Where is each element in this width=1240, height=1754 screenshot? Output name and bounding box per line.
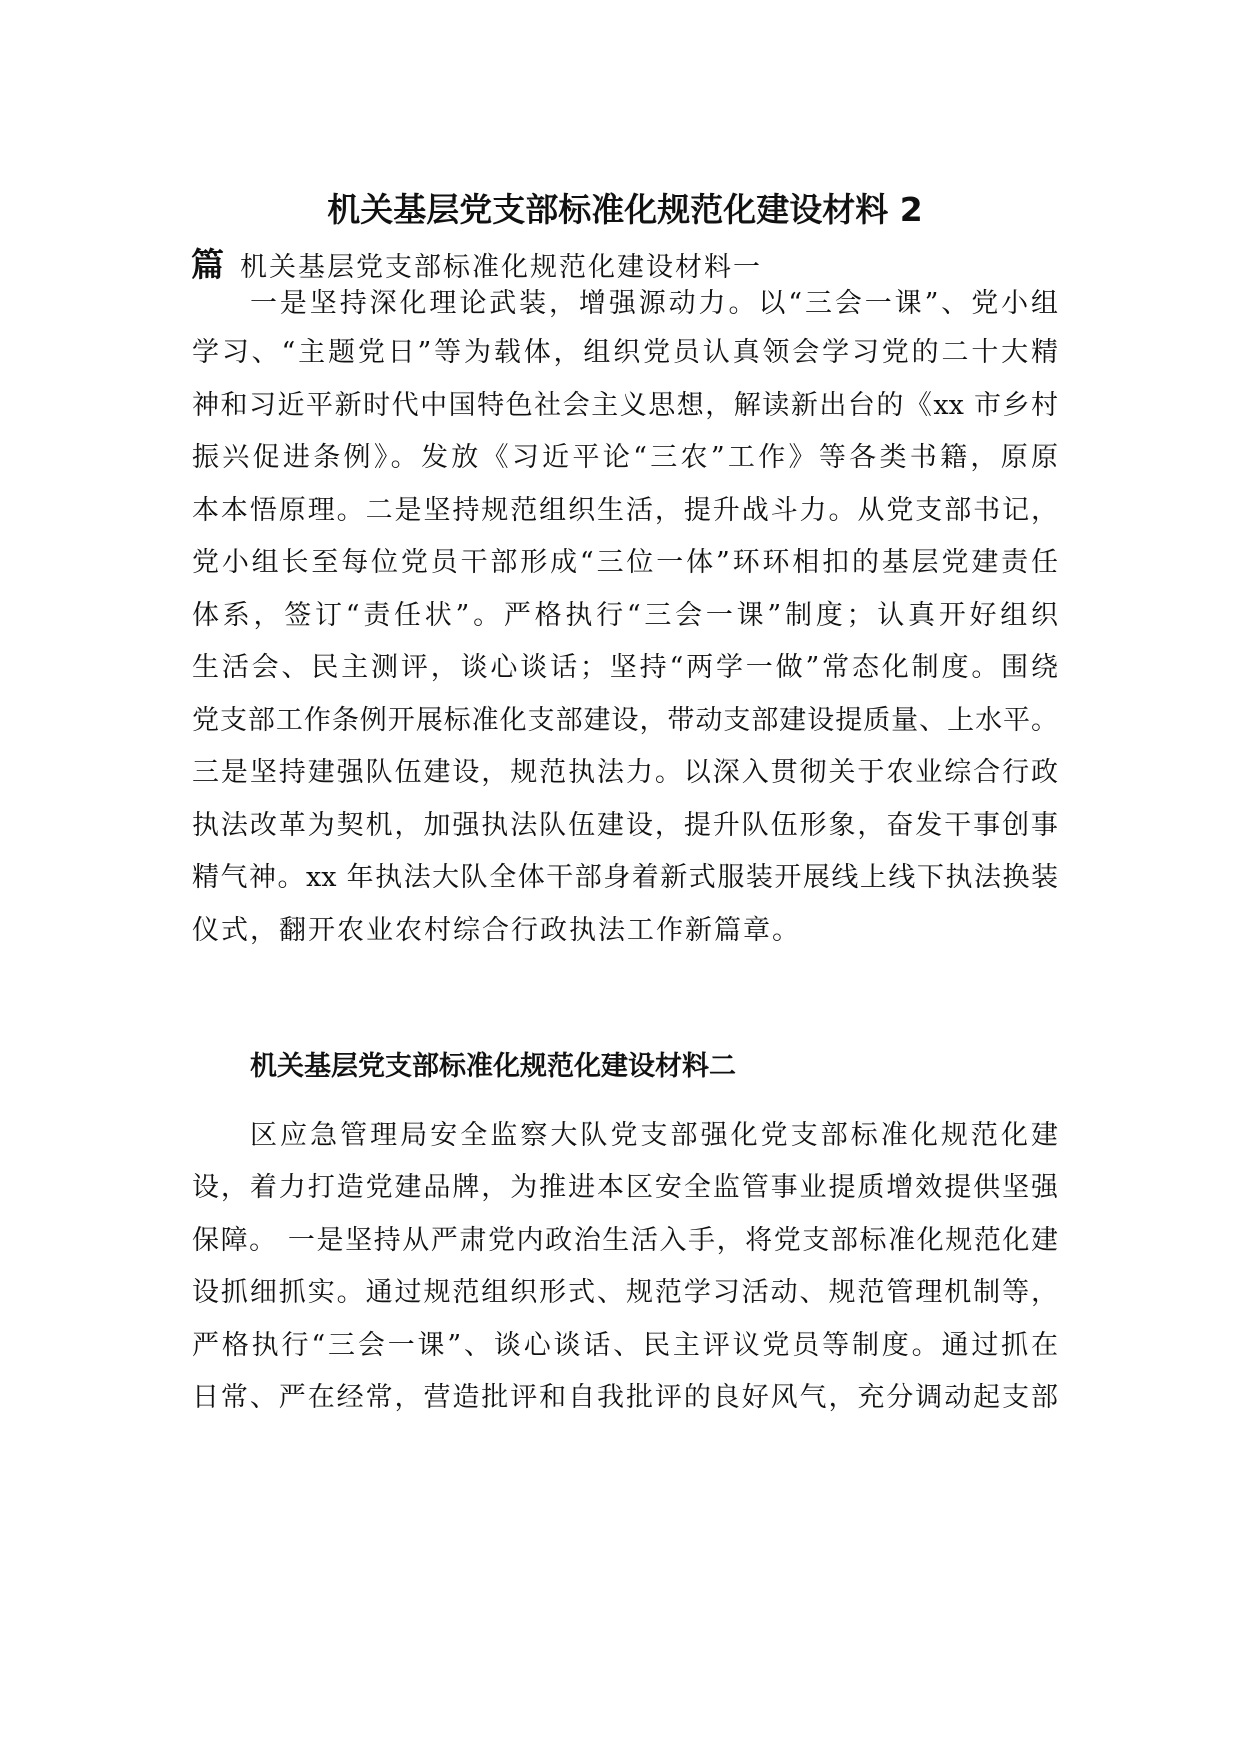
paragraph-line: 振兴促进条例》。发放《习近平论“三农”工作》等各类书籍，原原 xyxy=(192,442,1058,473)
document-subtitle: 机关基层党支部标准化规范化建设材料一 xyxy=(240,252,762,283)
paragraph-line: 党支部工作条例开展标准化支部建设，带动支部建设提质量、上水平。 xyxy=(192,705,1058,736)
paragraph-line: 生活会、民主测评，谈心谈话；坚持“两学一做”常态化制度。围绕 xyxy=(192,652,1058,683)
paragraph-line: 精气神。xx 年执法大队全体干部身着新式服装开展线上线下执法换装 xyxy=(192,862,1058,893)
paragraph-line: 仪式，翻开农业农村综合行政执法工作新篇章。 xyxy=(192,915,801,946)
paragraph-line: 区应急管理局安全监察大队党支部强化党支部标准化规范化建 xyxy=(250,1120,1058,1151)
section-2-heading: 机关基层党支部标准化规范化建设材料二 xyxy=(250,1051,736,1082)
paragraph-line: 严格执行“三会一课”、谈心谈话、民主评议党员等制度。通过抓在 xyxy=(192,1330,1058,1361)
paragraph-line: 执法改革为契机，加强执法队伍建设，提升队伍形象，奋发干事创事 xyxy=(192,810,1058,841)
paragraph-line: 三是坚持建强队伍建设，规范执法力。以深入贯彻关于农业综合行政 xyxy=(192,757,1058,788)
paragraph-line: 保障。 一是坚持从严肃党内政治生活入手，将党支部标准化规范化建 xyxy=(192,1225,1058,1256)
paragraph-line: 党小组长至每位党员干部形成“三位一体”环环相扣的基层党建责任 xyxy=(192,547,1058,578)
paragraph-line: 本本悟原理。二是坚持规范组织生活，提升战斗力。从党支部书记， xyxy=(192,495,1058,526)
paragraph-line: 设抓细抓实。通过规范组织形式、规范学习活动、规范管理机制等， xyxy=(192,1277,1058,1308)
document-title-continuation: 篇 xyxy=(191,245,224,284)
paragraph-line: 体系，签订“责任状”。严格执行“三会一课”制度；认真开好组织 xyxy=(192,600,1058,631)
paragraph-line: 学习、“主题党日”等为载体，组织党员认真领会学习党的二十大精 xyxy=(192,337,1058,368)
paragraph-line: 设，着力打造党建品牌，为推进本区安全监管事业提质增效提供坚强 xyxy=(192,1172,1058,1203)
paragraph-line: 神和习近平新时代中国特色社会主义思想，解读新出台的《xx 市乡村 xyxy=(192,390,1058,421)
paragraph-line: 一是坚持深化理论武装，增强源动力。以“三会一课”、党小组 xyxy=(250,288,1058,319)
document-title: 机关基层党支部标准化规范化建设材料 2 xyxy=(327,190,923,229)
paragraph-line: 日常、严在经常，营造批评和自我批评的良好风气，充分调动起支部 xyxy=(192,1382,1058,1413)
